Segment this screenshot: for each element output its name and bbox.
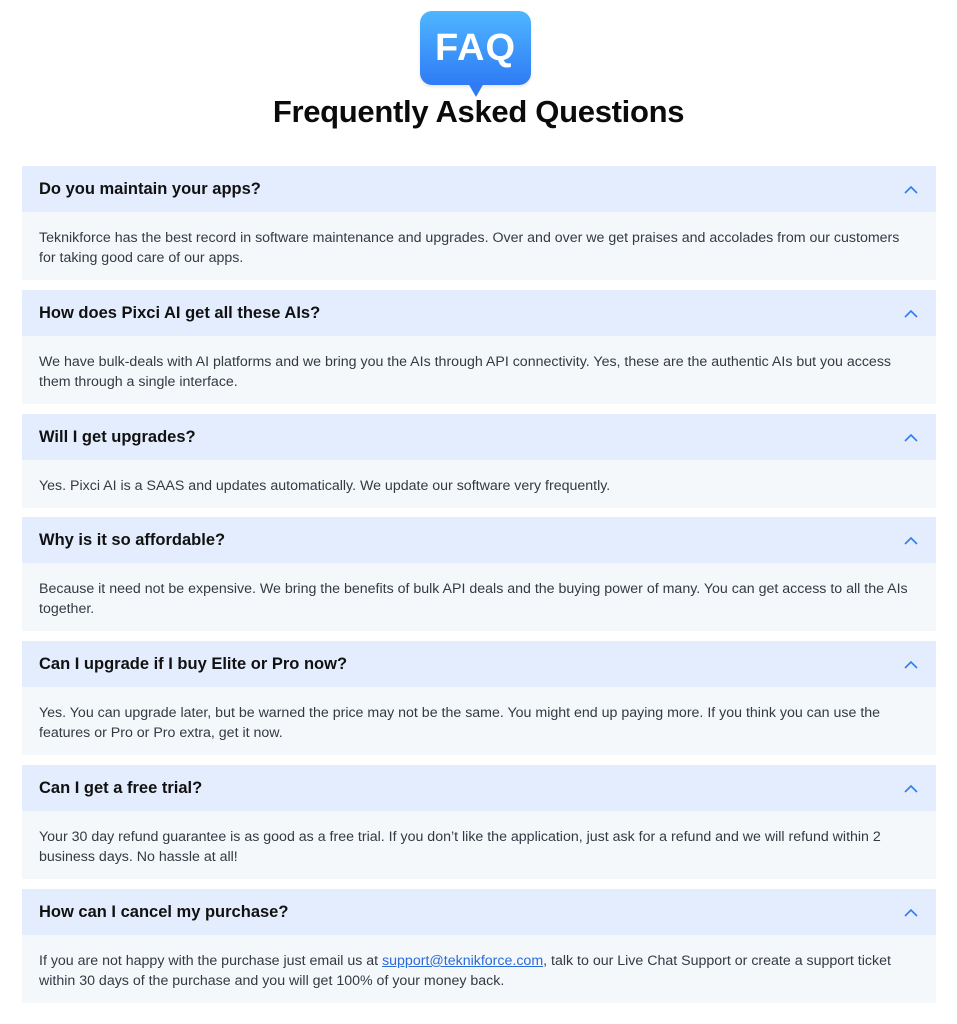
faq-item [22, 517, 936, 631]
faq-item [22, 290, 936, 404]
faq-question: Can I upgrade if I buy Elite or Pro now? [39, 654, 348, 673]
chevron-up-icon[interactable] [903, 656, 919, 672]
support-email-link[interactable]: support@teknikforce.com [382, 953, 544, 969]
faq-logo-badge [420, 11, 531, 85]
faq-question-header[interactable] [22, 889, 936, 935]
faq-question: Can I get a free trial? [39, 778, 203, 797]
chevron-up-icon[interactable] [903, 429, 919, 445]
faq-question-header[interactable] [22, 641, 936, 687]
faq-item [22, 414, 936, 508]
faq-question-header[interactable] [22, 414, 936, 460]
faq-question: How can I cancel my purchase? [39, 902, 289, 921]
faq-answer [22, 935, 936, 991]
faq-answer-text: If you are not happy with the purchase just email us at [39, 953, 383, 969]
chevron-up-icon[interactable] [903, 532, 919, 548]
faq-item [22, 889, 936, 1003]
faq-question-header[interactable] [22, 290, 936, 336]
faq-answer: Yes. You can upgrade later, but be warned the price may not be the same. You might end up paying more. If you think you can use the features or Pro or Pro extra, get it now. [39, 705, 881, 741]
faq-question: How does Pixci AI get all these AIs? [39, 303, 321, 322]
faq-logo-text: FAQ [434, 26, 517, 69]
faq-question-header[interactable] [22, 517, 936, 563]
page-title: Frequently Asked Questions [272, 94, 685, 129]
chevron-up-icon[interactable] [903, 904, 919, 920]
faq-answer: Teknikforce has the best record in software maintenance and upgrades. Over and over we get praises and accolades from our customers for taking good care of our apps. [39, 230, 900, 266]
faq-item [22, 166, 936, 280]
faq-question-header[interactable] [22, 765, 936, 811]
faq-item [22, 765, 936, 879]
faq-answer: We have bulk-deals with AI platforms and we bring you the AIs through API connectivity. Yes, these are the authentic AIs but you access them through a single interface. [39, 354, 892, 390]
faq-answer: Yes. Pixci AI is a SAAS and updates automatically. We update our software very frequently. [39, 478, 611, 494]
faq-question: Why is it so affordable? [39, 530, 226, 549]
chevron-up-icon[interactable] [903, 780, 919, 796]
chevron-up-icon[interactable] [903, 305, 919, 321]
chevron-up-icon[interactable] [903, 181, 919, 197]
faq-item [22, 641, 936, 755]
faq-logo [420, 11, 532, 99]
faq-answer: Because it need not be expensive. We bring the benefits of bulk API deals and the buying power of many. You can get access to all the AIs together. [39, 581, 908, 617]
faq-answer-text: , talk to our Live Chat Support or create a support ticket within 30 days of the purchase and you will get 100% of your money back. [39, 953, 891, 989]
faq-question: Will I get upgrades? [39, 427, 196, 446]
faq-question: Do you maintain your apps? [39, 179, 261, 198]
faq-question-header[interactable] [22, 166, 936, 212]
faq-answer: Your 30 day refund guarantee is as good as a free trial. If you don’t like the application, just ask for a refund and we will refund within 2 business days. No hassle at all! [39, 829, 881, 865]
